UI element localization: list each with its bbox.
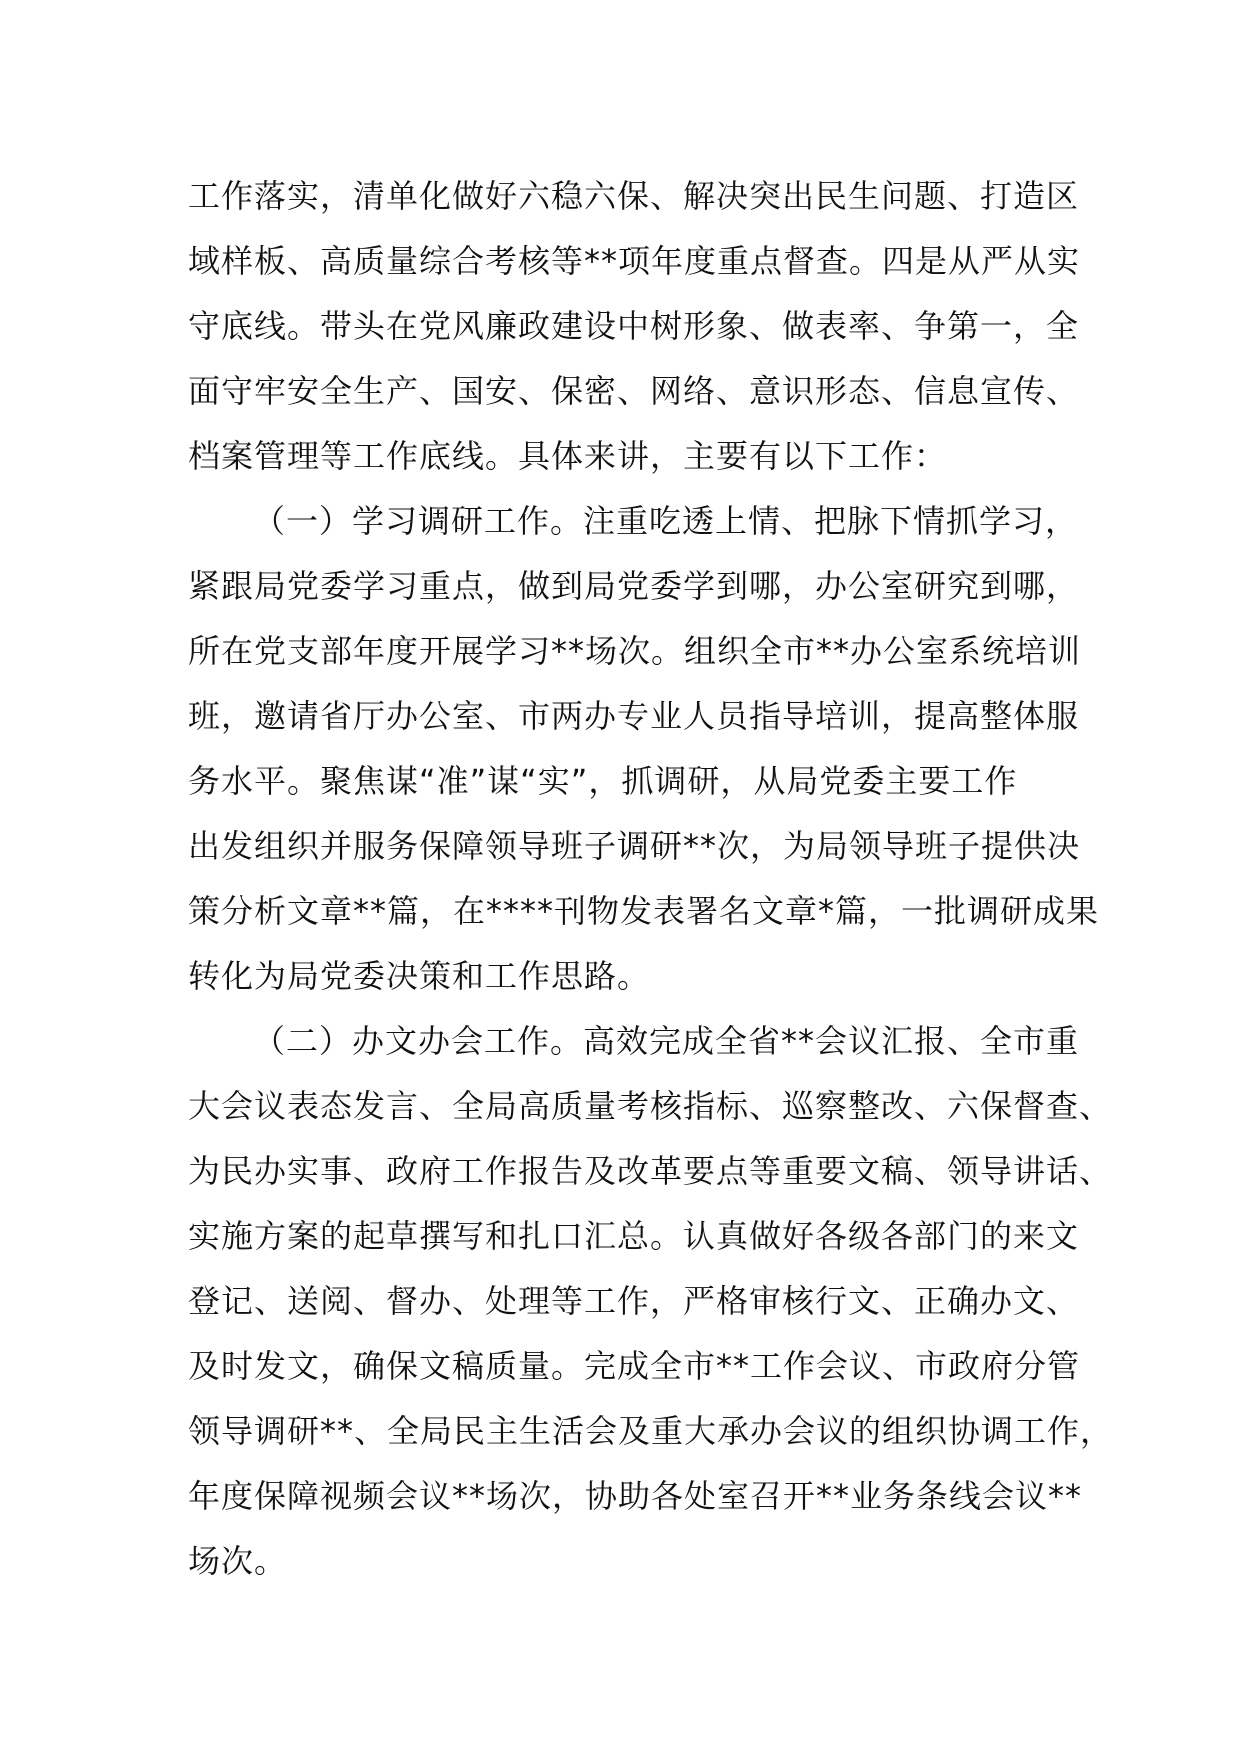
text-line: 档案管理等工作底线。具体来讲，主要有以下工作： bbox=[188, 437, 948, 475]
text-line: 务水平。聚焦谋“准”谋“实”，抓调研，从局党委主要工作 bbox=[188, 762, 1018, 800]
text-line: 紧跟局党委学习重点，做到局党委学到哪，办公室研究到哪， bbox=[188, 567, 1080, 605]
body-text bbox=[188, 164, 1114, 1594]
text-line: 策分析文章**篇，在****刊物发表署名文章*篇，一批调研成果 bbox=[188, 892, 1100, 930]
text-line: 登记、送阅、督办、处理等工作，严格审核行文、正确办文、 bbox=[188, 1282, 1080, 1320]
text-line: 所在党支部年度开展学习**场次。组织全市**办公室系统培训 bbox=[188, 632, 1082, 670]
text-line: 面守牢安全生产、国安、保密、网络、意识形态、信息宣传、 bbox=[188, 372, 1080, 410]
text-line: 场次。 bbox=[188, 1542, 288, 1580]
text-line: 守底线。带头在党风廉政建设中树形象、做表率、争第一，全 bbox=[188, 307, 1080, 345]
section-heading-documents-meetings: （二）办文办会工作。高效完成全省**会议汇报、全市重 bbox=[253, 1022, 1080, 1060]
text-line: 工作落实，清单化做好六稳六保、解决突出民生问题、打造区 bbox=[188, 177, 1080, 215]
text-line: 领导调研**、全局民主生活会及重大承办会议的组织协调工作， bbox=[188, 1412, 1114, 1450]
text-line: 实施方案的起草撰写和扎口汇总。认真做好各级各部门的来文 bbox=[188, 1217, 1080, 1255]
section-heading-study-research: （一）学习调研工作。注重吃透上情、把脉下情抓学习， bbox=[253, 502, 1079, 540]
text-line: 为民办实事、政府工作报告及改革要点等重要文稿、领导讲话、 bbox=[188, 1152, 1113, 1190]
text-line: 班，邀请省厅办公室、市两办专业人员指导培训，提高整体服 bbox=[188, 697, 1080, 735]
text-line: 出发组织并服务保障领导班子调研**次，为局领导班子提供决 bbox=[188, 827, 1081, 865]
text-line: 及时发文，确保文稿质量。完成全市**工作会议、市政府分管 bbox=[188, 1347, 1081, 1385]
text-line: 转化为局党委决策和工作思路。 bbox=[188, 957, 651, 995]
text-line: 域样板、高质量综合考核等**项年度重点督查。四是从严从实 bbox=[188, 242, 1081, 280]
text-line: 年度保障视频会议**场次，协助各处室召开**业务条线会议** bbox=[188, 1477, 1083, 1515]
text-line: 大会议表态发言、全局高质量考核指标、巡察整改、六保督查、 bbox=[188, 1087, 1113, 1125]
